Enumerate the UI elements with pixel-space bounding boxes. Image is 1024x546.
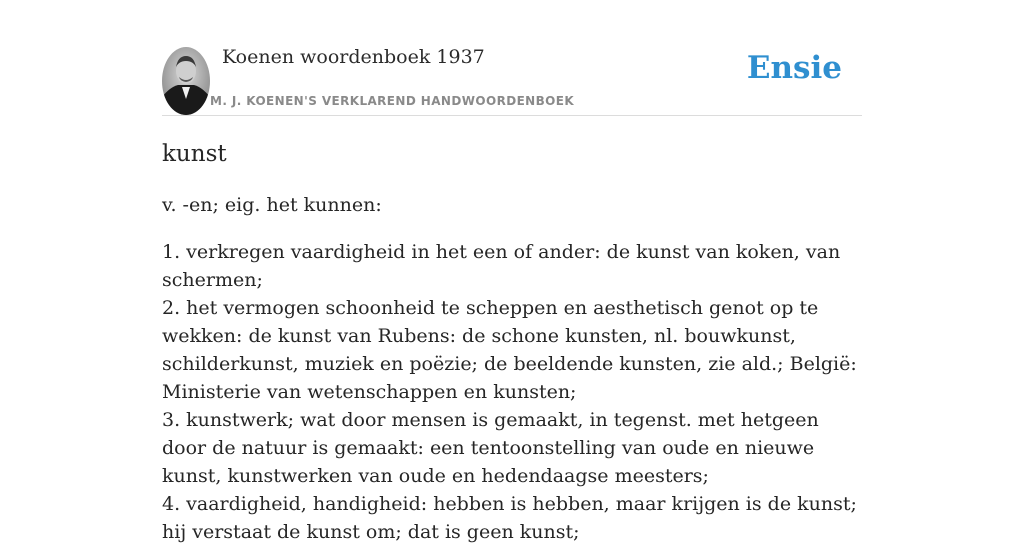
entry-grammar: v. -en; eig. het kunnen: <box>162 194 382 216</box>
book-subtitle: M. J. KOENEN'S VERKLAREND HANDWOORDENBOEK <box>210 94 575 108</box>
entry-headword: kunst <box>162 141 227 167</box>
book-header <box>162 44 862 116</box>
book-title[interactable]: Koenen woordenboek 1937 <box>222 46 485 68</box>
entry-sense: 2. het vermogen schoonheid te scheppen en aesthetisch genot op te wekken: de kunst van Rubens: de schone kunsten, nl. bouwkunst, schilderkunst, muziek en poëzie; de beeldende kunsten, zie ald.; België: Ministerie van wetenschappen en kunsten; <box>162 297 857 403</box>
entry-sense: 3. kunstwerk; wat door mensen is gemaakt, in tegenst. met hetgeen door de natuur is gemaakt: een tentoonstelling van oude en nieuwe kunst, kunstwerken van oude en hedendaagse meesters; <box>162 409 819 487</box>
dictionary-entry <box>162 138 862 546</box>
entry-sense: 1. verkregen vaardigheid in het een of ander: de kunst van koken, van schermen; <box>162 241 841 291</box>
entry-senses <box>162 238 862 546</box>
ensie-logo[interactable]: Ensie <box>746 50 842 86</box>
author-portrait-icon <box>162 47 210 115</box>
entry-sense: 4. vaardigheid, handigheid: hebben is hebben, maar krijgen is de kunst; hij verstaat de kunst om; dat is geen kunst; <box>162 493 857 543</box>
